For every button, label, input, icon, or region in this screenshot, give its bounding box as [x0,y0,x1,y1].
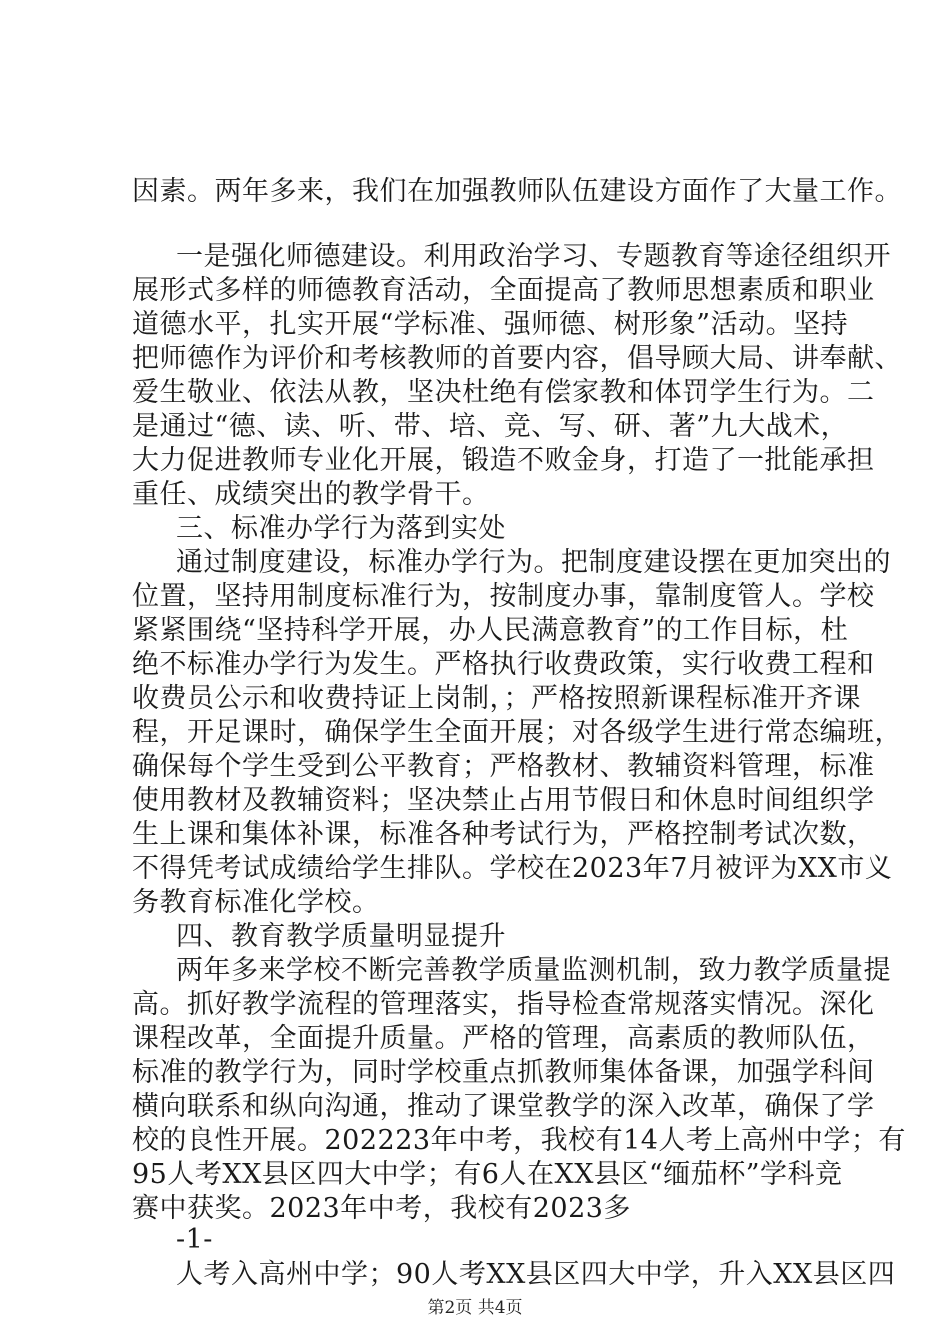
text-line: 紧紧围绕“坚持科学开展，办人民满意教育”的工作目标，杜 [132,615,849,646]
text-line: 校的良性开展。202223年中考，我校有14人考上高州中学；有 [132,1125,906,1156]
text-line: 人考入高州中学；90人考XX县区四大中学，升入XX县区四 [176,1259,896,1290]
text-line: 把师德作为评价和考核教师的首要内容，倡导顾大局、讲奉献、 [132,343,902,374]
text-line: 两年多来学校不断完善教学质量监测机制，致力教学质量提 [176,955,891,986]
text-line: 绝不标准办学行为发生。严格执行收费政策，实行收费工程和 [132,649,875,680]
text-line: 一是强化师德建设。利用政治学习、专题教育等途径组织开 [176,241,891,272]
text-line: 道德水平，扎实开展“学标准、强师德、树形象”活动。坚持 [132,309,849,340]
text-line: 使用教材及教辅资料；坚决禁止占用节假日和休息时间组织学 [132,785,875,816]
text-line: 课程改革，全面提升质量。严格的管理，高素质的教师队伍， [132,1023,875,1054]
text-line: 位置，坚持用制度标准行为，按制度办事，靠制度管人。学校 [132,581,875,612]
text-line: 重任、成绩突出的教学骨干。 [132,479,490,510]
text-line: 不得凭考试成绩给学生排队。学校在2023年7月被评为XX市义 [132,853,893,884]
text-line: 95人考XX县区四大中学；有6人在XX县区“缅茄杯”学科竞 [132,1159,843,1190]
text-line: 赛中获奖。2023年中考，我校有2023多 [132,1193,631,1224]
text-line: 是通过“德、读、听、带、培、竞、写、研、著”九大战术， [132,411,849,442]
text-line: 务教育标准化学校。 [132,887,380,918]
text-line: 收费员公示和收费持证上岗制，；严格按照新课程标准开齐课 [132,683,861,714]
text-line: 因素。两年多来，我们在加强教师队伍建设方面作了大量工作。 [132,176,902,207]
page-footer: 第2页 共4页 [427,1298,523,1318]
text-line: 横向联系和纵向沟通，推动了课堂教学的深入改革，确保了学 [132,1091,875,1122]
section-heading: 三、标准办学行为落到实处 [176,513,506,544]
text-line: 程，开足课时，确保学生全面开展；对各级学生进行常态编班， [132,717,902,748]
inline-page-number: -1- [176,1224,213,1255]
section-heading: 四、教育教学质量明显提升 [176,921,506,952]
text-line: 标准的教学行为，同时学校重点抓教师集体备课，加强学科间 [132,1057,875,1088]
text-line: 展形式多样的师德教育活动，全面提高了教师思想素质和职业 [132,275,875,306]
text-line: 确保每个学生受到公平教育；严格教材、教辅资料管理，标准 [132,751,875,782]
text-line: 高。抓好教学流程的管理落实，指导检查常规落实情况。深化 [132,989,875,1020]
text-line: 爱生敬业、依法从教，坚决杜绝有偿家教和体罚学生行为。二 [132,377,875,408]
text-line: 生上课和集体补课，标准各种考试行为，严格控制考试次数， [132,819,875,850]
text-line: 通过制度建设，标准办学行为。把制度建设摆在更加突出的 [176,547,891,578]
text-line: 大力促进教师专业化开展，锻造不败金身，打造了一批能承担 [132,445,875,476]
